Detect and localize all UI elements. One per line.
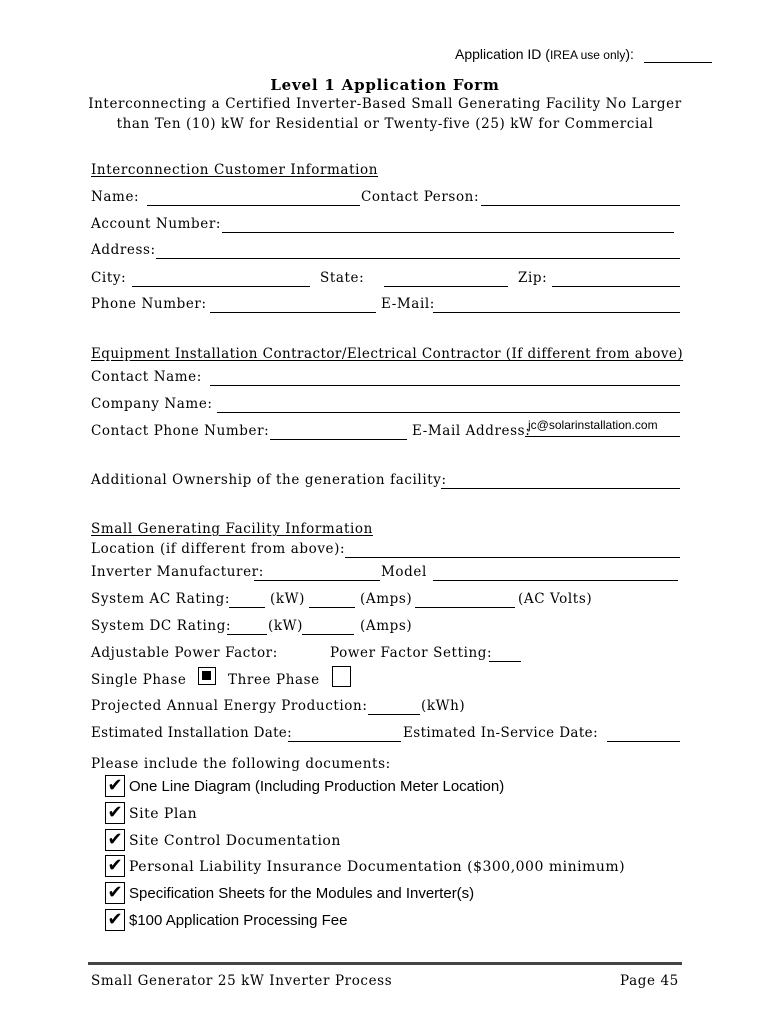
single-phase-label: Single Phase xyxy=(91,672,187,688)
account-number-field[interactable] xyxy=(222,232,674,233)
footer-page-number: Page 45 xyxy=(620,973,679,989)
system-dc-kw-unit: (kW) xyxy=(268,618,303,634)
zip-label: Zip: xyxy=(518,270,548,286)
contact-person-field[interactable] xyxy=(481,205,680,206)
document-item: One Line Diagram (Including Production Meter Location) xyxy=(129,778,505,795)
form-title: Level 1 Application Form xyxy=(270,76,500,94)
form-subtitle-line2: than Ten (10) kW for Residential or Twenty-five (25) kW for Commercial xyxy=(116,116,654,132)
phone-number-label: Phone Number: xyxy=(91,296,207,312)
city-field[interactable] xyxy=(132,286,310,287)
system-ac-amps-field[interactable] xyxy=(309,607,355,608)
company-name-label: Company Name: xyxy=(91,396,213,412)
additional-ownership-field[interactable] xyxy=(441,488,680,489)
in-service-date-label: Estimated In-Service Date: xyxy=(403,725,599,741)
footer-left-text: Small Generator 25 kW Inverter Process xyxy=(91,973,393,989)
inverter-manufacturer-field[interactable] xyxy=(254,580,380,581)
document-item: $100 Application Processing Fee xyxy=(129,912,348,929)
system-dc-amps-unit: (Amps) xyxy=(360,618,413,634)
email-address-field[interactable] xyxy=(525,436,680,437)
check-icon[interactable]: ✔ xyxy=(105,829,125,851)
address-label: Address: xyxy=(91,242,156,258)
document-item: Site Plan xyxy=(129,806,198,822)
customer-section-heading: Interconnection Customer Information xyxy=(91,162,379,178)
contact-name-field[interactable] xyxy=(210,385,680,386)
name-field[interactable] xyxy=(147,205,360,206)
name-label: Name: xyxy=(91,189,140,205)
check-icon[interactable]: ✔ xyxy=(105,802,125,824)
system-ac-amps-unit: (Amps) xyxy=(360,591,413,607)
footer-rule xyxy=(88,962,682,965)
annual-energy-unit: (kWh) xyxy=(421,698,466,714)
in-service-date-field[interactable] xyxy=(607,741,680,742)
address-field[interactable] xyxy=(156,258,680,259)
location-label: Location (if different from above): xyxy=(91,541,346,557)
system-ac-kw-unit: (kW) xyxy=(270,591,305,607)
check-icon[interactable]: ✔ xyxy=(105,855,125,877)
system-ac-label: System AC Rating: xyxy=(91,591,231,607)
email-field[interactable] xyxy=(433,312,680,313)
annual-energy-label: Projected Annual Energy Production: xyxy=(91,698,368,714)
application-id-field[interactable] xyxy=(644,62,712,63)
form-subtitle-line1: Interconnecting a Certified Inverter-Based Small Generating Facility No Larger xyxy=(88,96,682,112)
system-ac-volts-field[interactable] xyxy=(415,607,515,608)
application-id-suffix: ): xyxy=(625,46,634,62)
adjustable-pf-label: Adjustable Power Factor: xyxy=(91,645,278,661)
single-phase-checkbox[interactable] xyxy=(198,667,216,685)
system-ac-volts-unit: (AC Volts) xyxy=(518,591,593,607)
company-name-field[interactable] xyxy=(217,412,680,413)
state-label: State: xyxy=(320,270,365,286)
system-dc-label: System DC Rating: xyxy=(91,618,232,634)
contractor-section-heading: Equipment Installation Contractor/Electrical Contractor (If different from above) xyxy=(91,346,684,362)
system-dc-kw-field[interactable] xyxy=(227,634,267,635)
email-address-label: E-Mail Address: xyxy=(412,423,531,439)
model-label: Model xyxy=(381,564,427,580)
contact-person-label: Contact Person: xyxy=(361,189,480,205)
three-phase-label: Three Phase xyxy=(228,672,320,688)
document-item: Site Control Documentation xyxy=(129,833,341,849)
document-item: Personal Liability Insurance Documentation ($300,000 minimum) xyxy=(129,859,626,875)
check-icon[interactable]: ✔ xyxy=(105,882,125,904)
documents-intro: Please include the following documents: xyxy=(91,756,391,772)
zip-field[interactable] xyxy=(552,286,680,287)
account-number-label: Account Number: xyxy=(91,216,222,232)
annual-energy-field[interactable] xyxy=(368,714,420,715)
contact-name-label: Contact Name: xyxy=(91,369,202,385)
pf-setting-field[interactable] xyxy=(489,661,521,662)
three-phase-checkbox[interactable] xyxy=(332,666,351,687)
facility-section-heading: Small Generating Facility Information xyxy=(91,521,373,537)
inverter-manufacturer-label: Inverter Manufacturer: xyxy=(91,564,264,580)
model-field[interactable] xyxy=(433,580,678,581)
contact-phone-label: Contact Phone Number: xyxy=(91,423,270,439)
state-field[interactable] xyxy=(384,286,508,287)
check-icon[interactable]: ✔ xyxy=(105,775,125,797)
email-label: E-Mail: xyxy=(381,296,435,312)
pf-setting-label: Power Factor Setting: xyxy=(330,645,493,661)
system-ac-kw-field[interactable] xyxy=(229,607,265,608)
application-id-note: IREA use only xyxy=(549,48,626,62)
system-dc-amps-field[interactable] xyxy=(302,634,354,635)
contact-phone-field[interactable] xyxy=(270,439,407,440)
email-address-value[interactable]: jc@solarinstallation.com xyxy=(528,418,658,432)
additional-ownership-label: Additional Ownership of the generation facility: xyxy=(91,472,447,488)
install-date-field[interactable] xyxy=(288,741,401,742)
document-item: Specification Sheets for the Modules and Inverter(s) xyxy=(129,885,475,902)
location-field[interactable] xyxy=(345,557,680,558)
install-date-label: Estimated Installation Date: xyxy=(91,725,292,741)
application-id xyxy=(455,46,634,62)
check-icon[interactable]: ✔ xyxy=(105,909,125,931)
application-id-prefix: Application ID ( xyxy=(455,46,550,62)
phone-number-field[interactable] xyxy=(210,312,376,313)
city-label: City: xyxy=(91,270,127,286)
